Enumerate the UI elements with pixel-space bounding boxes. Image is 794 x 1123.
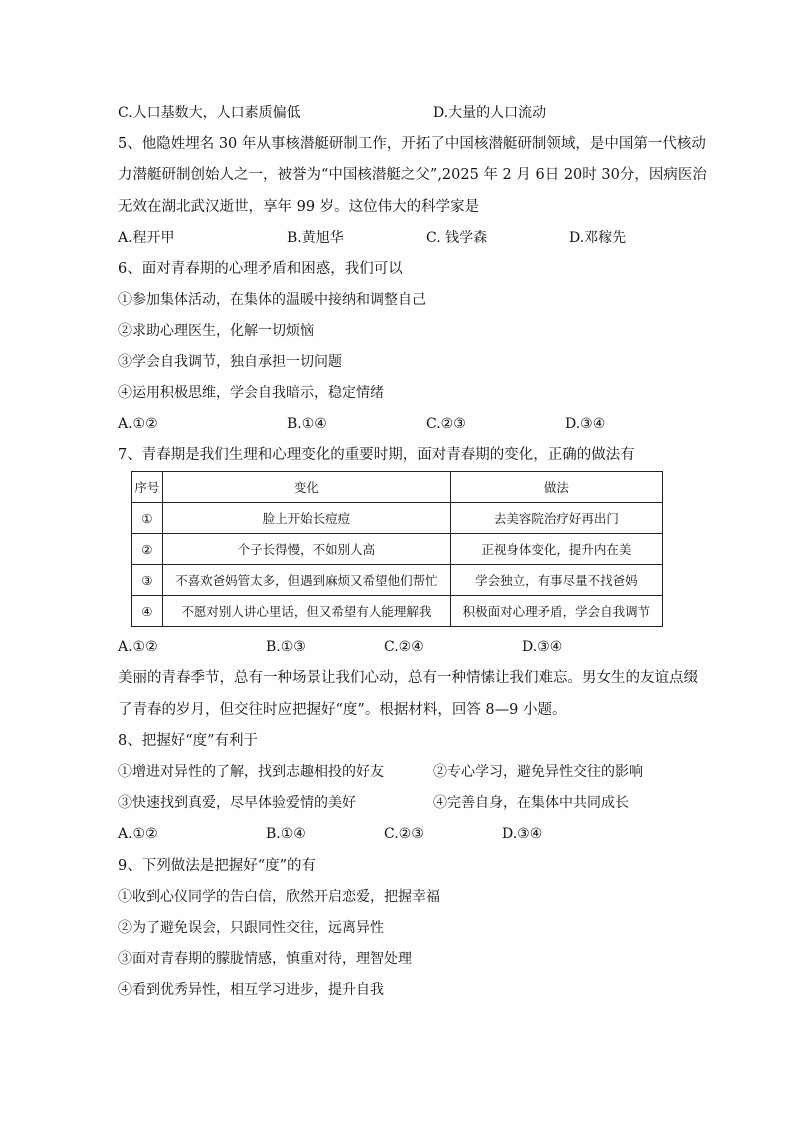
q8-item-3: ③快速找到真爱，尽早体验爱情的美好 xyxy=(118,795,356,811)
q8-option-b: B.①④ xyxy=(266,826,306,842)
table-row xyxy=(132,503,663,534)
q5-stem-line-3: 无效在湖北武汉逝世，享年 99 岁。这位伟大的科学家是 xyxy=(118,199,480,215)
table-row xyxy=(132,534,663,565)
q5-option-c: C. 钱学森 xyxy=(426,230,488,246)
q5-option-b: B.黄旭华 xyxy=(287,230,344,246)
q7-stem: 7、青春期是我们生理和心理变化的重要时期，面对青春期的变化，正确的做法有 xyxy=(118,447,635,463)
q6-option-b: B.①④ xyxy=(287,416,327,432)
q8-item-4: ④完善自身，在集体中共同成长 xyxy=(433,795,629,811)
table-row xyxy=(132,565,663,596)
table-cell-change: 不喜欢爸妈管太多，但遇到麻烦又希望他们帮忙 xyxy=(162,565,450,596)
q6-option-a: A.①② xyxy=(118,416,158,432)
q7-table xyxy=(131,471,663,627)
q8-option-c: C.②③ xyxy=(384,826,424,842)
q4-option-c: C.人口基数大，人口素质偏低 xyxy=(118,105,301,121)
table-cell-change: 脸上开始长痘痘 xyxy=(162,503,450,534)
table-cell-number: ③ xyxy=(132,565,163,596)
material-line-1: 美丽的青春季节，总有一种场景让我们心动，总有一种情愫让我们难忘。男女生的友谊点缀 xyxy=(118,670,698,686)
q9-item-3: ③面对青春期的朦胧情感，慎重对待，理智处理 xyxy=(118,951,412,967)
q9-item-2: ②为了避免误会，只跟同性交往，远离异性 xyxy=(118,920,384,936)
table-cell-action: 正视身体变化，提升内在美 xyxy=(450,534,662,565)
q8-option-d: D.③④ xyxy=(502,826,543,842)
q6-item-1: ①参加集体活动，在集体的温暖中接纳和调整自己 xyxy=(118,292,426,308)
table-cell-change: 不愿对别人讲心里话，但又希望有人能理解我 xyxy=(162,596,450,627)
table-cell-number: ① xyxy=(132,503,163,534)
q6-stem: 6、面对青春期的心理矛盾和困惑，我们可以 xyxy=(118,261,403,277)
q7-option-b: B.①③ xyxy=(266,639,306,655)
table-cell-number: ② xyxy=(132,534,163,565)
table-header-row xyxy=(132,472,663,503)
q6-item-3: ③学会自我调节，独自承担一切问题 xyxy=(118,354,342,370)
q7-option-d: D.③④ xyxy=(522,639,563,655)
table-cell-action: 去美容院治疗好再出门 xyxy=(450,503,662,534)
q5-stem-line-1: 5、他隐姓埋名 30 年从事核潜艇研制工作，开拓了中国核潜艇研制领域，是中国第一代核动 xyxy=(118,136,706,152)
q6-item-2: ②求助心理医生，化解一切烦恼 xyxy=(118,323,314,339)
table-cell-number: ④ xyxy=(132,596,163,627)
q9-stem: 9、下列做法是把握好“度”的有 xyxy=(118,858,317,874)
table-cell-action: 学会独立，有事尽量不找爸妈 xyxy=(450,565,662,596)
q8-stem: 8、把握好“度”有利于 xyxy=(118,733,259,749)
q8-option-a: A.①② xyxy=(118,826,158,842)
q5-option-a: A.程开甲 xyxy=(118,230,175,246)
q5-option-d: D.邓稼先 xyxy=(569,230,627,246)
table-cell-action: 积极面对心理矛盾，学会自我调节 xyxy=(450,596,662,627)
q6-option-d: D.③④ xyxy=(565,416,606,432)
q7-option-c: C.②④ xyxy=(384,639,424,655)
table-header-cell: 做法 xyxy=(450,472,662,503)
table-row xyxy=(132,596,663,627)
table-header-cell: 变化 xyxy=(162,472,450,503)
q6-option-c: C.②③ xyxy=(426,416,466,432)
q5-stem-line-2: 力潜艇研制创始人之一，被誉为“中国核潜艇之父”,2025 年 2 月 6日 20时 30分，因病医治 xyxy=(118,167,707,183)
q4-option-d: D.大量的人口流动 xyxy=(433,105,547,121)
material-line-2: 了青春的岁月，但交往时应把握好“度”。根据材料，回答 8—9 小题。 xyxy=(118,702,567,718)
q9-item-1: ①收到心仪同学的告白信，欣然开启恋爱，把握幸福 xyxy=(118,889,440,905)
q8-item-2: ②专心学习，避免异性交往的影响 xyxy=(433,764,643,780)
q7-option-a: A.①② xyxy=(118,639,158,655)
q6-item-4: ④运用积极思维，学会自我暗示，稳定情绪 xyxy=(118,385,384,401)
table-header-cell: 序号 xyxy=(132,472,163,503)
table-cell-change: 个子长得慢，不如别人高 xyxy=(162,534,450,565)
q8-item-1: ①增进对异性的了解，找到志趣相投的好友 xyxy=(118,764,384,780)
q9-item-4: ④看到优秀异性，相互学习进步，提升自我 xyxy=(118,982,384,998)
